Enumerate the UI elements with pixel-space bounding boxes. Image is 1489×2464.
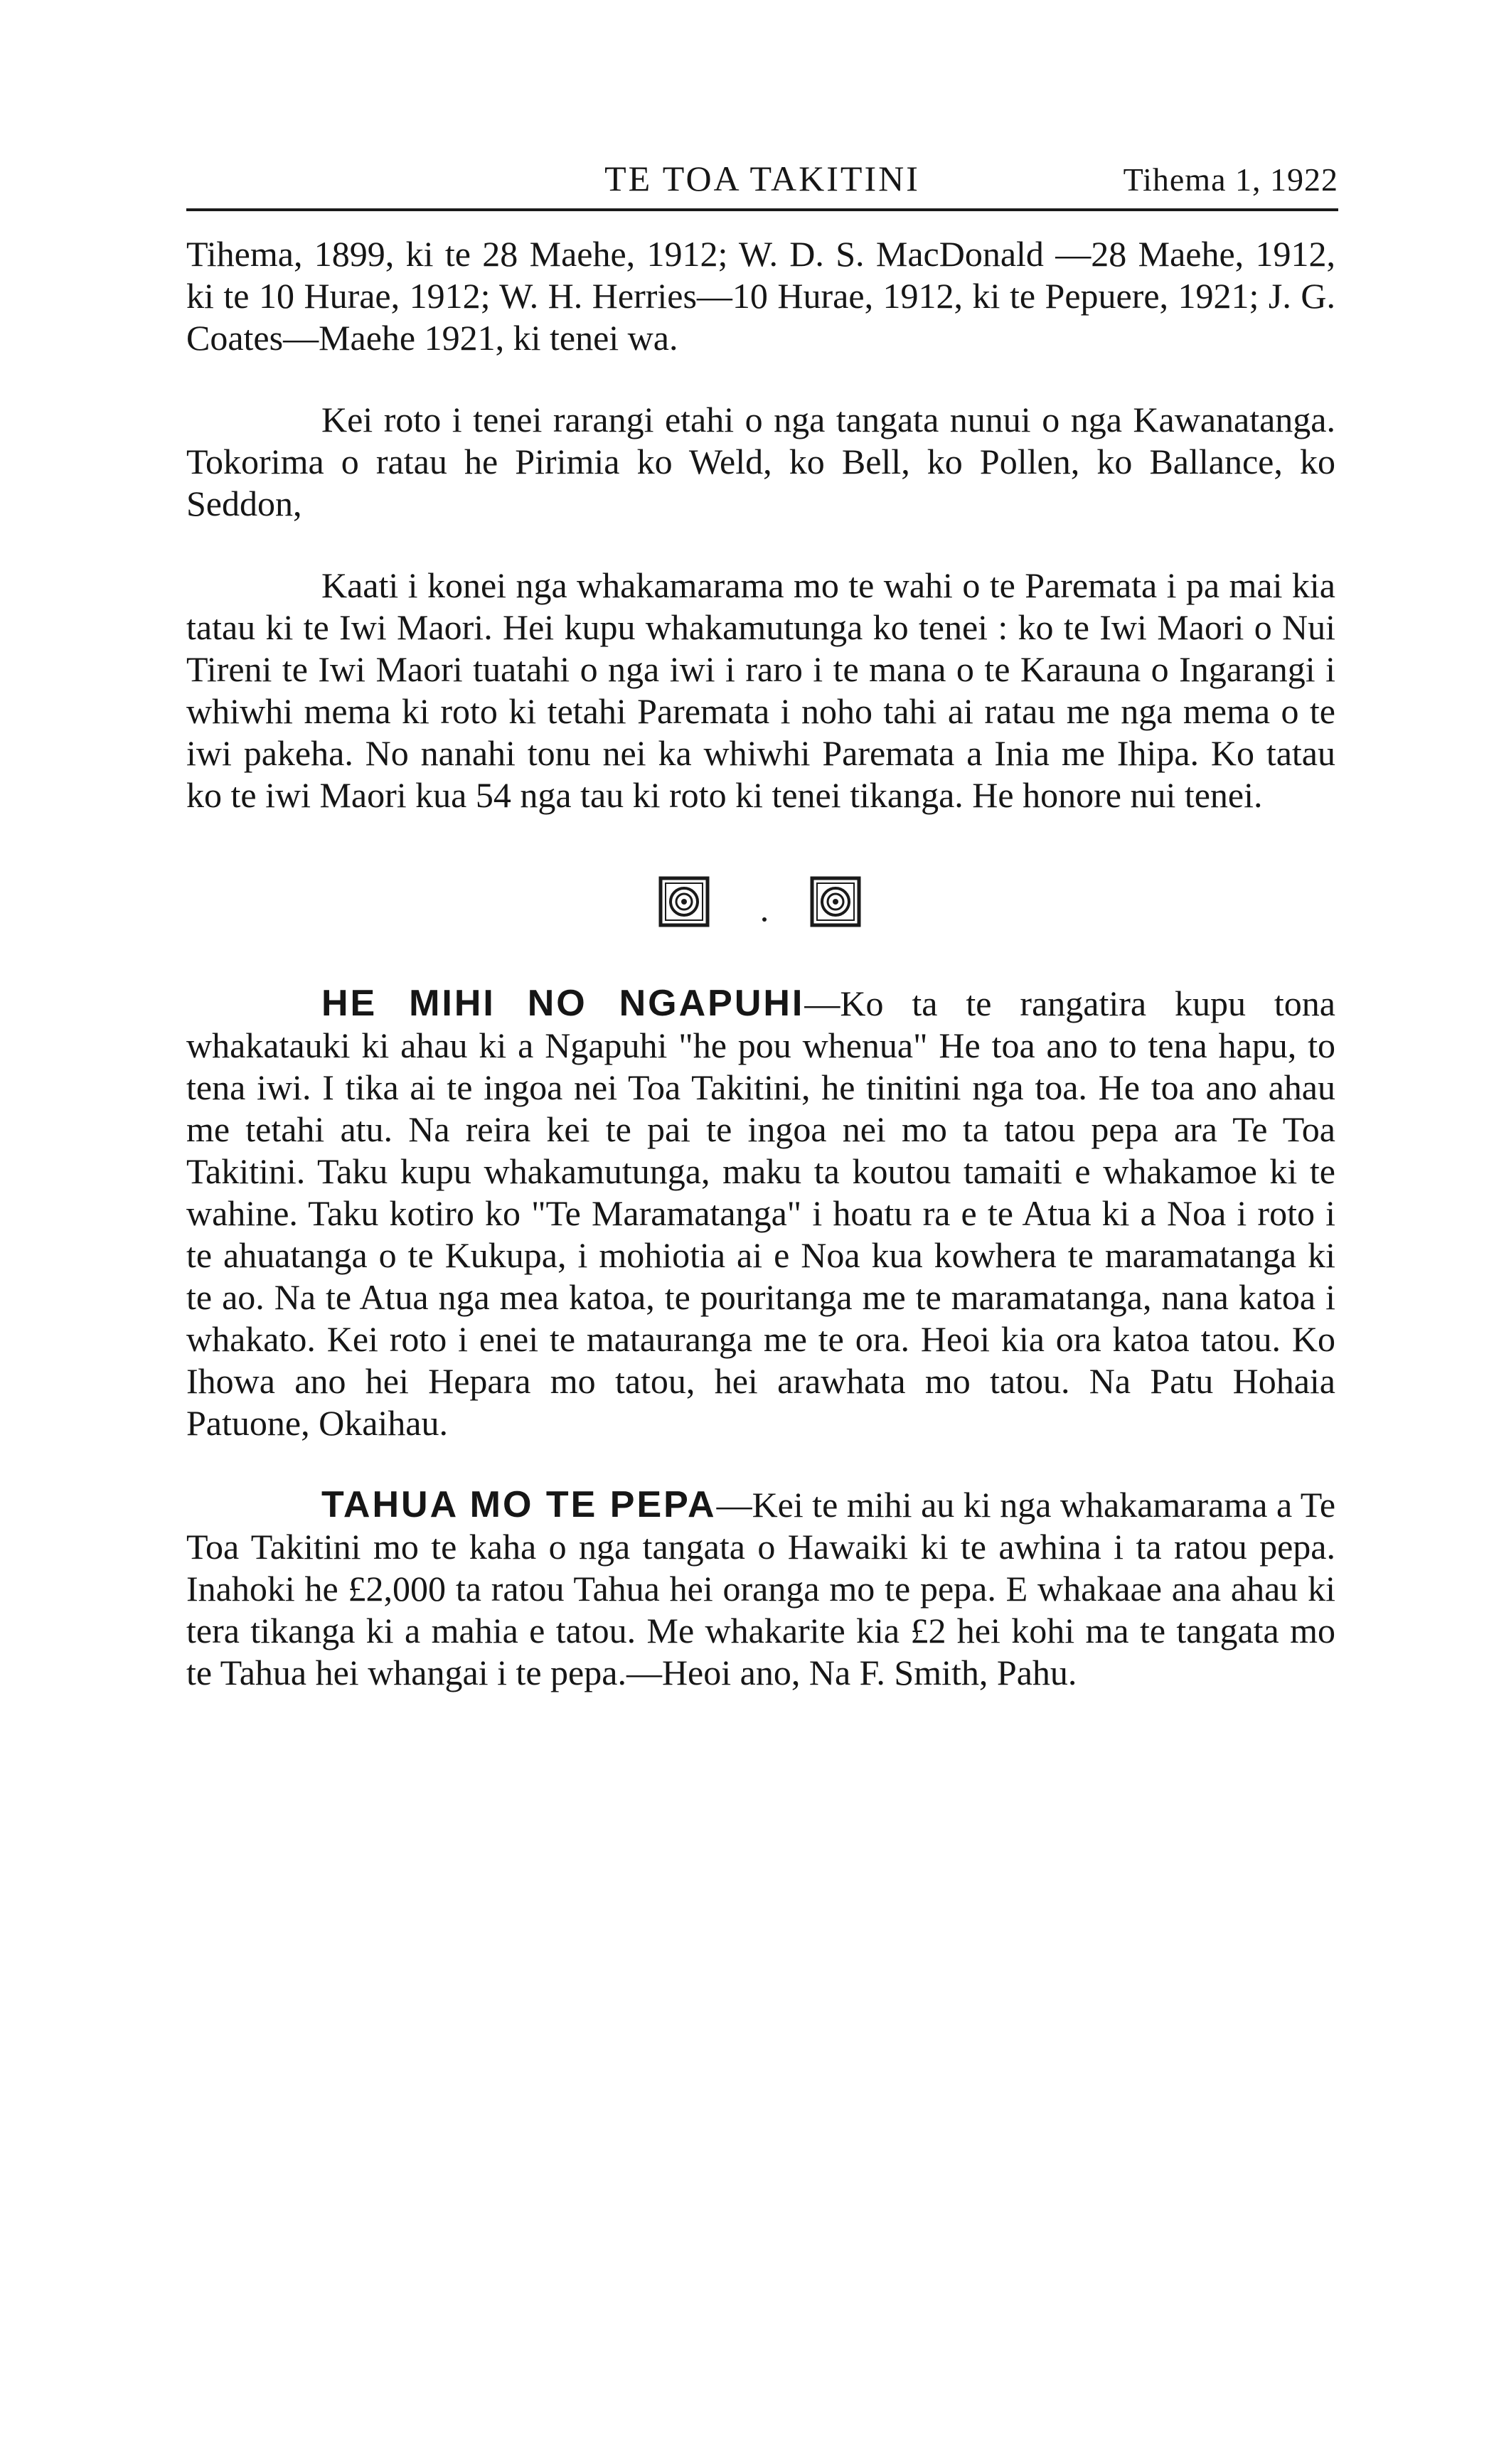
running-header (186, 158, 1338, 208)
running-title: TE TOA TAKITINI (604, 159, 920, 198)
paragraph-text: —Ko ta te rangatira kupu tona whakatauki ki ahau ki a Ngapuhi "he pou whenua" He toa ano to tena hapu, to tena iwi. I tika ai te ingoa nei Toa Takitini, he tinitini nga toa. He toa ano ahau me tetahi atu. Na reira kei te pai te ingoa nei mo ta tatou pepa ara Te Toa Takitini. Taku kupu whakamutunga, maku ta koutou tamaiti e whakamoe ki te wahine. Taku kotiro ko "Te Maramatanga" i hoatu ra e te Atua ki a Noa i roto i te ahuatanga o te Kukupa, i mohiotia ai e Noa kua kowhera te maramatanga ki te ao. Na te Atua nga mea katoa, te pouritanga me te maramatanga, nana katoa i whakato. Kei roto i enei te matauranga me te ora. Heoi kia ora katoa tatou. Ko Ihowa ano hei Hepara mo tatou, hei arawhata mo tatou. Na Patu Hohaia Patuone, Okaihau. (186, 983, 1335, 1443)
paragraph-text: Tihema, 1899, ki te 28 Maehe, 1912; W. D. S. MacDonald —28 Maehe, 1912, ki te 10 Hurae, 1912; W. H. Herries—10 Hurae, 1912, ki te Pepuere, 1921; J. G. Coates—Maehe 1921, ki tenei wa. (186, 234, 1335, 358)
spiral-ornament-icon (810, 876, 861, 927)
paragraph-premiers (186, 399, 1335, 525)
section-heading: TAHUA MO TE PEPA (321, 1484, 717, 1525)
paragraph-parliament (186, 565, 1335, 816)
text-column (186, 233, 1335, 1694)
ornament-divider (186, 841, 1335, 947)
ornament-dot (762, 917, 767, 922)
running-date: Tihema 1, 1922 (1123, 161, 1338, 198)
paragraph-paper-fund (186, 1484, 1335, 1694)
paragraph-ngapuhi-greeting (186, 983, 1335, 1444)
spiral-ornament-icon (658, 876, 710, 927)
header-rule (186, 208, 1338, 211)
paragraph-text: —Kei te mihi au ki nga whakamarama a Te Toa Takitini mo te kaha o nga tangata o Hawaiki ki te awhina i ta ratou pepa. Inahoki he £2,000 ta ratou Tahua hei oranga mo te pepa. E whakaae ana ahau ki tera tikanga ki a mahia e tatou. Me whakarite kia £2 hei kohi ma te tangata mo te Tahua hei whangai i te pepa.—Heoi ano, Na F. Smith, Pahu. (186, 1485, 1336, 1692)
section-heading: HE MIHI NO NGAPUHI (321, 983, 805, 1024)
paragraph-officials-list (186, 233, 1335, 359)
paragraph-text: Kei roto i tenei rarangi etahi o nga tangata nunui o nga Kawanatanga. Tokorima o ratau he Pirimia ko Weld, ko Bell, ko Pollen, ko Ballance, ko Seddon, (186, 400, 1335, 523)
paragraph-text: Kaati i konei nga whakamarama mo te wahi o te Paremata i pa mai kia tatau ki te Iwi Maori. Hei kupu whakamutunga ko tenei : ko te Iwi Maori o Nui Tireni te Iwi Maori tuatahi o nga iwi i raro i te mana o te Karauna o Ingarangi i whiwhi mema ki roto ki tetahi Paremata i noho tahi ai ratau me nga mema o te iwi pakeha. No nanahi tonu nei ka whiwhi Paremata a Inia me Ihipa. Ko tatau ko te iwi Maori kua 54 nga tau ki roto ki tenei tikanga. He honore nui tenei. (186, 565, 1335, 815)
